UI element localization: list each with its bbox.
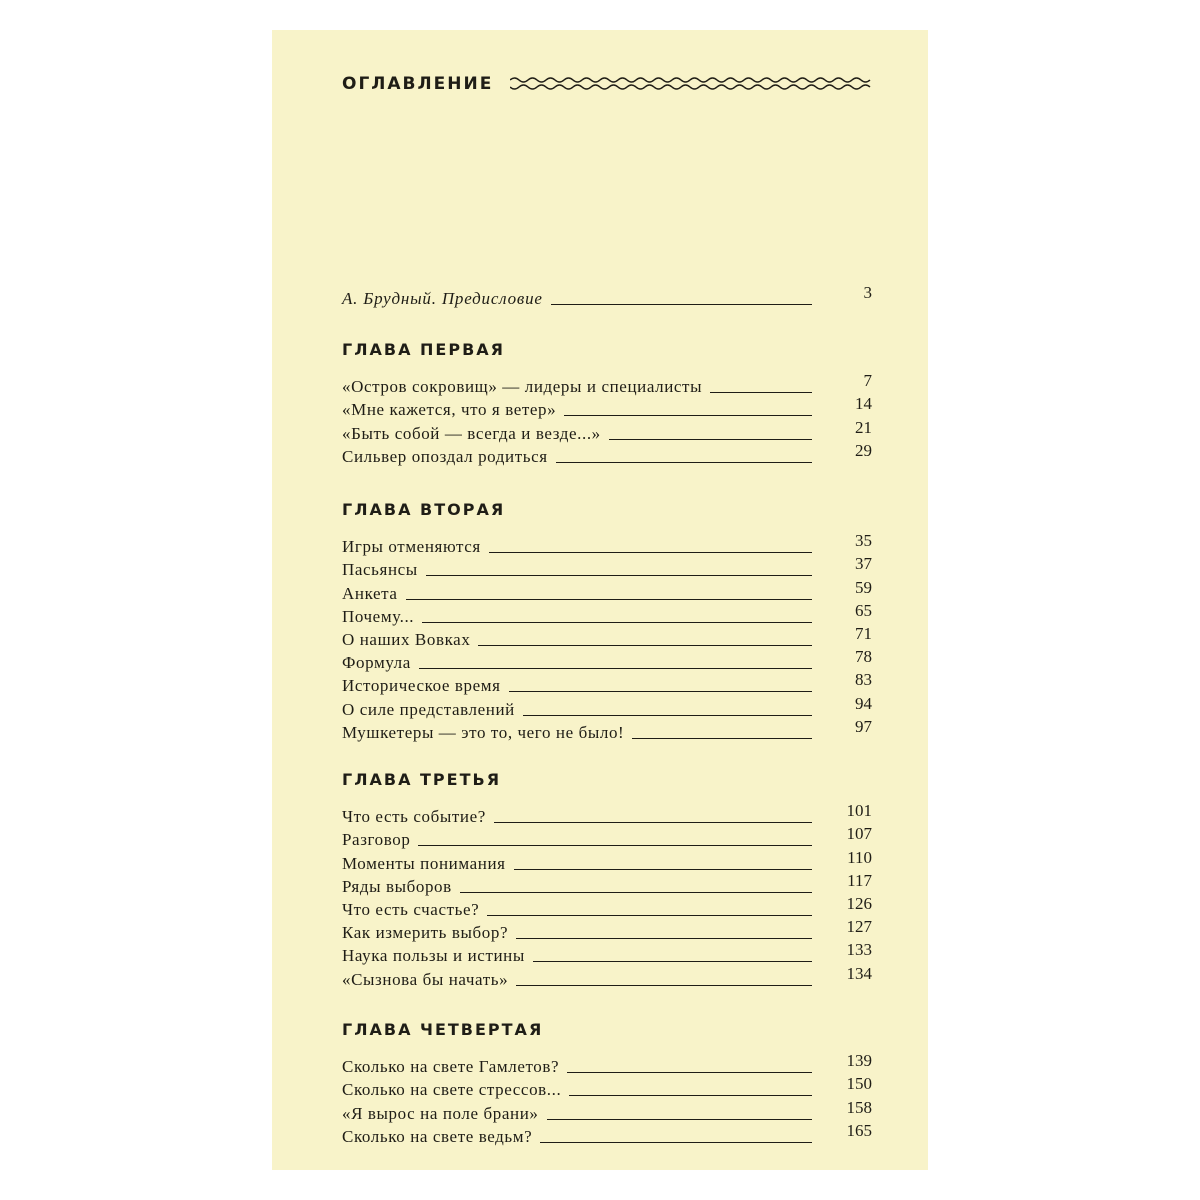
entry-title: Мушкетеры — это то, чего не было! bbox=[342, 722, 625, 742]
entry-title: Сколько на свете Гамлетов? bbox=[342, 1057, 560, 1077]
page-number: 107 bbox=[846, 824, 872, 844]
page-number: 71 bbox=[855, 623, 872, 643]
page-number: 83 bbox=[855, 670, 872, 690]
book-page bbox=[272, 30, 928, 1170]
entry-title: Что есть событие? bbox=[342, 807, 486, 827]
page-number: 139 bbox=[846, 1051, 872, 1071]
entry-title: Что есть счастье? bbox=[342, 899, 480, 919]
chapter-title: ГЛАВА ПЕРВАЯ bbox=[342, 340, 505, 359]
entry-title: Историческое время bbox=[342, 676, 501, 696]
dot-leader-line bbox=[422, 622, 812, 623]
dot-leader-line bbox=[426, 575, 812, 576]
toc-row bbox=[342, 963, 872, 989]
toc-row bbox=[342, 531, 872, 557]
toc-row bbox=[342, 417, 872, 443]
decorative-wave-ornament bbox=[510, 75, 872, 93]
entry-title: Сильвер опоздал родиться bbox=[342, 446, 548, 466]
dot-leader-line bbox=[418, 845, 812, 846]
entry-title: Наука пользы и истины bbox=[342, 946, 525, 966]
dot-leader-line bbox=[419, 668, 812, 669]
entry-title: Пасьянсы bbox=[342, 560, 418, 580]
toc-row bbox=[342, 940, 872, 966]
entry-title: А. Брудный. Предисловие bbox=[342, 289, 543, 309]
dot-leader-line bbox=[569, 1095, 812, 1096]
dot-leader-line bbox=[516, 938, 812, 939]
page-number: 110 bbox=[847, 847, 872, 867]
dot-leader-line bbox=[516, 985, 812, 986]
entry-title: Сколько на свете стрессов... bbox=[342, 1080, 562, 1100]
page-number: 158 bbox=[846, 1097, 872, 1117]
page-number: 7 bbox=[863, 371, 872, 391]
dot-leader-line bbox=[460, 892, 812, 893]
page-number: 37 bbox=[855, 554, 872, 574]
entry-title: Анкета bbox=[342, 583, 398, 603]
toc-row bbox=[342, 647, 872, 673]
toc-row bbox=[342, 440, 872, 467]
dot-leader-line bbox=[533, 961, 812, 962]
dot-leader-line bbox=[632, 738, 812, 739]
entry-title: Моменты понимания bbox=[342, 853, 506, 873]
page-number: 101 bbox=[846, 801, 872, 821]
page-number: 65 bbox=[855, 600, 872, 620]
dot-leader-line bbox=[551, 304, 812, 305]
toc-row bbox=[342, 1097, 872, 1123]
page-number: 117 bbox=[847, 870, 872, 890]
entry-title: «Я вырос на поле брани» bbox=[342, 1103, 539, 1123]
chapter-entries bbox=[342, 801, 872, 990]
toc-row bbox=[342, 801, 872, 827]
entry-title: Игры отменяются bbox=[342, 537, 481, 557]
entry-title: Сколько на свете ведьм? bbox=[342, 1126, 533, 1146]
dot-leader-line bbox=[406, 599, 812, 600]
page-number: 133 bbox=[846, 940, 872, 960]
entry-title: «Сызнова бы начать» bbox=[342, 969, 509, 989]
dot-leader-line bbox=[514, 869, 812, 870]
page-number: 3 bbox=[863, 283, 872, 303]
toc-row bbox=[342, 600, 872, 627]
preface-entry bbox=[342, 283, 872, 310]
dot-leader-line bbox=[509, 691, 812, 692]
entry-title: «Мне кажется, что я ветер» bbox=[342, 400, 557, 420]
page-number: 14 bbox=[855, 394, 872, 414]
page-number: 150 bbox=[846, 1074, 872, 1094]
entry-title: О силе представлений bbox=[342, 699, 515, 719]
toc-heading: ОГЛАВЛЕНИЕ bbox=[342, 74, 494, 94]
dot-leader-line bbox=[547, 1119, 813, 1120]
toc-row bbox=[342, 1051, 872, 1077]
entry-title: «Быть собой — всегда и везде...» bbox=[342, 423, 601, 443]
chapter-1-section bbox=[342, 338, 872, 467]
dot-leader-line bbox=[478, 645, 812, 646]
chapter-entries bbox=[342, 1051, 872, 1147]
chapter-title: ГЛАВА ВТОРАЯ bbox=[342, 500, 506, 519]
dot-leader-line bbox=[523, 715, 812, 716]
entry-title: О наших Вовках bbox=[342, 629, 471, 649]
page-number: 127 bbox=[846, 917, 872, 937]
toc-row bbox=[342, 824, 872, 850]
page-number: 35 bbox=[855, 531, 872, 551]
toc-row-preface bbox=[342, 283, 872, 309]
chapter-3-section bbox=[342, 768, 872, 990]
toc-row bbox=[342, 623, 872, 650]
toc-row bbox=[342, 847, 872, 873]
chapter-entries bbox=[342, 531, 872, 743]
dot-leader-line bbox=[556, 462, 812, 463]
dot-leader-line bbox=[567, 1072, 812, 1073]
toc-row bbox=[342, 394, 872, 420]
toc-row bbox=[342, 1074, 872, 1100]
page-number: 97 bbox=[855, 716, 872, 736]
toc-row bbox=[342, 893, 872, 920]
toc-row bbox=[342, 554, 872, 580]
page-number: 165 bbox=[846, 1120, 872, 1140]
toc-row bbox=[342, 917, 872, 943]
toc-header bbox=[342, 72, 872, 96]
toc-row bbox=[342, 1120, 872, 1147]
chapter-entries bbox=[342, 371, 872, 467]
dot-leader-line bbox=[710, 392, 812, 393]
chapter-title: ГЛАВА ТРЕТЬЯ bbox=[342, 770, 502, 789]
chapter-title: ГЛАВА ЧЕТВЕРТАЯ bbox=[342, 1020, 544, 1039]
entry-title: Почему... bbox=[342, 606, 415, 626]
entry-title: Формула bbox=[342, 653, 411, 673]
toc-row bbox=[342, 716, 872, 743]
toc-row bbox=[342, 670, 872, 696]
page-number: 94 bbox=[855, 693, 872, 713]
chapter-2-section bbox=[342, 498, 872, 743]
entry-title: «Остров сокровищ» — лидеры и специалисты bbox=[342, 377, 703, 397]
page-number: 126 bbox=[846, 893, 872, 913]
dot-leader-line bbox=[564, 415, 812, 416]
toc-row bbox=[342, 371, 872, 397]
page-number: 21 bbox=[855, 417, 872, 437]
entry-title: Разговор bbox=[342, 830, 411, 850]
dot-leader-line bbox=[494, 822, 812, 823]
toc-row bbox=[342, 870, 872, 897]
dot-leader-line bbox=[487, 915, 812, 916]
dot-leader-line bbox=[609, 439, 812, 440]
dot-leader-line bbox=[489, 552, 812, 553]
chapter-4-section bbox=[342, 1018, 872, 1147]
toc-row bbox=[342, 577, 872, 603]
entry-title: Как измерить выбор? bbox=[342, 923, 509, 943]
page-number: 134 bbox=[846, 963, 872, 983]
toc-row bbox=[342, 693, 872, 719]
page-number: 59 bbox=[855, 577, 872, 597]
entry-title: Ряды выборов bbox=[342, 876, 452, 896]
dot-leader-line bbox=[540, 1142, 812, 1143]
page-number: 29 bbox=[855, 440, 872, 460]
page-number: 78 bbox=[855, 647, 872, 667]
